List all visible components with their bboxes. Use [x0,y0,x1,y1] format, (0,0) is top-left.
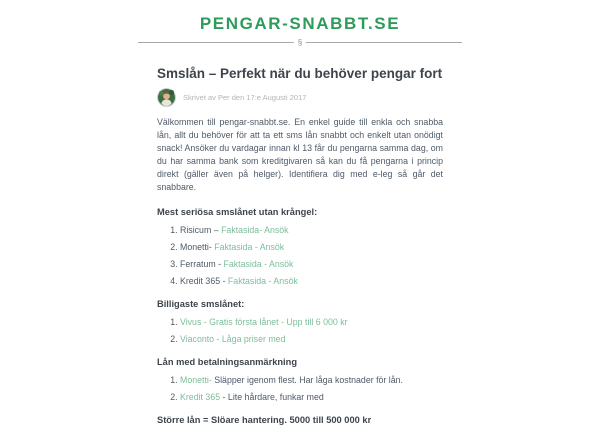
loan-list-remarks [157,376,443,402]
faktasida-link[interactable]: Faktasida [227,276,267,286]
list-item [180,226,443,235]
header-divider [138,38,462,48]
lender-link[interactable]: Vivus - Gratis första lånet - Upp till 6 000 kr [180,317,348,327]
byline [157,88,443,107]
lender-name: Kredit 365 - [180,276,228,286]
lender-description: Släpper igenom flest. Har låga kostnader för lån. [211,375,403,385]
link-separator: - [261,259,269,269]
ansok-link[interactable]: Ansök [259,242,285,252]
article [157,66,443,425]
section-heading-remarks: Lån med betalningsanmärkning [157,357,297,367]
author-avatar [157,88,176,107]
loan-list-cheapest [157,318,443,344]
list-item [180,260,443,269]
site-header [0,0,600,48]
lender-description: - Lite hårdare, funkar med [220,392,324,402]
article-title: Smslån – Perfekt när du behöver pengar fort [157,66,443,81]
loan-list-serious [157,226,443,286]
section-heading-serious: Mest seriösa smslånet utan krångel: [157,207,318,217]
lender-name: Monetti- [180,242,215,252]
faktasida-link[interactable]: Faktasida [221,225,260,235]
ansok-link[interactable]: Ansök [273,276,298,286]
list-item [180,335,443,344]
site-title[interactable]: PENGAR-SNABBT.SE [199,14,401,33]
ansok-link[interactable]: Ansök [264,225,289,235]
list-item [180,376,443,385]
faktasida-link[interactable]: Faktasida [214,242,253,252]
list-item [180,318,443,327]
section-sign-icon: § [294,38,306,47]
byline-text: Skrivet av Per den 17:e Augusti 2017 [183,93,307,102]
section-heading-larger-loans: Större lån = Slöare hantering. 5000 till 500 000 kr [157,415,372,425]
ansok-link[interactable]: Ansök [268,259,294,269]
list-item [180,277,443,286]
lender-link[interactable]: Viaconto - Låga priser med [180,334,286,344]
lender-name: Ferratum - [180,259,224,269]
list-item [180,243,443,252]
lender-name: Risicum – [180,225,222,235]
link-separator: - [266,276,274,286]
link-separator: - [252,242,260,252]
list-item [180,393,443,402]
lender-link[interactable]: Monetti- [180,375,212,385]
faktasida-link[interactable]: Faktasida [223,259,262,269]
link-separator: - [259,225,265,235]
section-heading-cheapest: Billigaste smslånet: [157,299,245,309]
intro-paragraph: Välkommen till pengar-snabbt.se. En enkel guide till enkla och snabba lån, allt du behöver för att ta ett sms lån snabbt och enkelt utan onödigt snack! Ansöker du vardagar innan kl 13 får du pengarna samma dag, om du har samma bank som kreditgivaren så kan du få pengarna i princip direkt (gäller även på helger). Identifiera dig med e-leg så går det snabbare. [157,117,443,192]
lender-link[interactable]: Kredit 365 [180,392,221,402]
